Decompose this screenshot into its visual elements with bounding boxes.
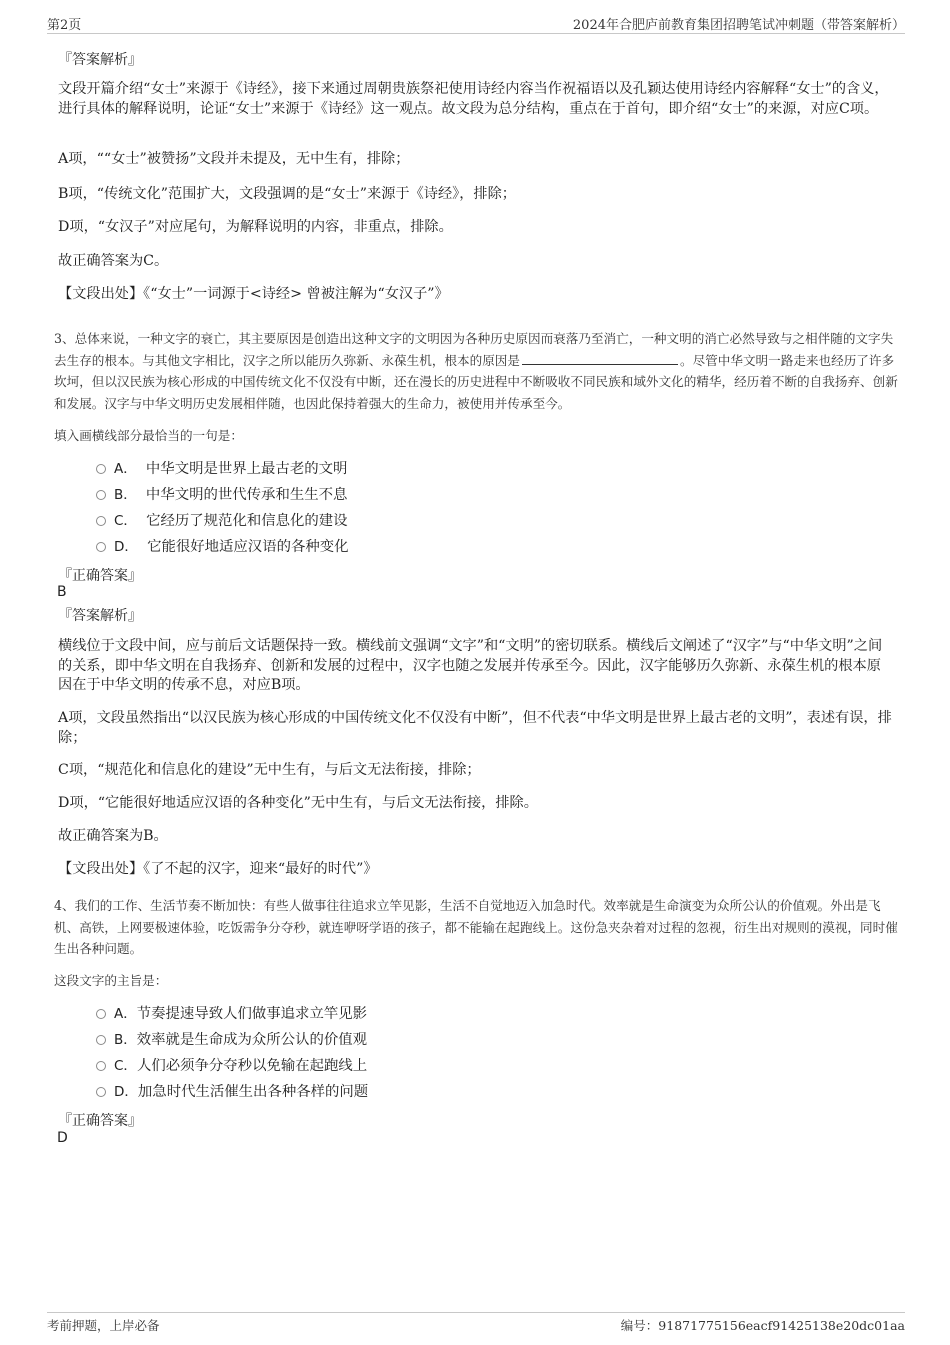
- option-text: 中华文明的世代传承和生生不息: [145, 487, 348, 503]
- radio-icon[interactable]: [96, 1087, 106, 1097]
- q3-option-a[interactable]: [96, 459, 347, 479]
- q4-prompt: 这段文字的主旨是：: [54, 973, 168, 988]
- q2-analysis-label: 『答案解析』: [58, 52, 142, 68]
- q3-source: 【文段出处】《了不起的汉字，迎来“最好的时代”》: [58, 861, 378, 877]
- radio-icon[interactable]: [96, 464, 106, 474]
- q3-analysis-text: 横线位于文段中间，应与前后文话题保持一致。横线前文强调“文字”和“文明”的密切联系。横线后文阐述了“汉字”与“中华文明”之间的关系，即中华文明在自我扬弃、创新和发展的过程中，汉字也随之发展并传承至今。因此，汉字能够历久弥新、永葆生机的根本原因在于中华文明的传承不息，对应B项。: [58, 638, 883, 693]
- page-header: [47, 14, 905, 34]
- q3-conclusion: 故正确答案为B。: [58, 828, 168, 844]
- option-text: 中华文明是世界上最古老的文明: [145, 461, 348, 477]
- option-letter: D．: [114, 1084, 138, 1100]
- radio-icon[interactable]: [96, 1061, 106, 1071]
- option-letter: A．: [114, 1006, 137, 1022]
- q3-stem: [54, 328, 899, 415]
- q3-stem-part1: 3、总体来说，一种文字的衰亡，其主要原因是创造出这种文字的文明因为各种历史原因而衰落乃至消亡，一种文明的消亡必然导致与之相伴随的文字失去生存的根本。与其他文字相比，汉字之所以能历久弥新、永葆生机，根本的原因是: [54, 331, 894, 368]
- option-text: 它能很好地适应汉语的各种变化: [147, 539, 349, 555]
- q2-note-d: D项，“女汉子”对应尾句，为解释说明的内容，非重点，排除。: [58, 219, 453, 235]
- footer-slogan: 考前押题，上岸必备: [47, 1318, 160, 1333]
- q3-analysis-label: 『答案解析』: [58, 608, 142, 624]
- option-text: 节奏提速导致人们做事追求立竿见影: [136, 1006, 368, 1022]
- q4-option-d[interactable]: [96, 1082, 368, 1102]
- option-letter: D．: [114, 539, 138, 555]
- q4-option-c[interactable]: [96, 1056, 367, 1076]
- q2-source: 【文段出处】《“女士”一词源于<诗经> 曾被注解为“女汉子”》: [58, 286, 449, 302]
- q3-correct-answer: B: [57, 584, 67, 600]
- radio-icon[interactable]: [96, 542, 106, 552]
- radio-icon[interactable]: [96, 516, 106, 526]
- q3-blank: [522, 353, 678, 365]
- q3-correct-label: 『正确答案』: [58, 568, 142, 584]
- page-footer: [47, 1312, 905, 1334]
- radio-icon[interactable]: [96, 1009, 106, 1019]
- q3-option-b[interactable]: [96, 485, 347, 505]
- q3-prompt: 填入画横线部分最恰当的一句是：: [54, 428, 243, 443]
- q4-correct-label: 『正确答案』: [58, 1113, 142, 1129]
- option-text: 人们必须争分夺秒以免输在起跑线上: [136, 1058, 368, 1074]
- q3-note-a: A项，文段虽然指出“以汉民族为核心形成的中国传统文化不仅没有中断”，但不代表“中华文明是世界上最古老的文明”，表述有误，排除；: [58, 710, 892, 746]
- q4-stem: 4、我们的工作、生活节奏不断加快：有些人做事往往追求立竿见影，生活不自觉地迈入加急时代。效率就是生命演变为众所公认的价值观。外出是飞机、高铁，上网要极速体验，吃饭需争分夺秒，就连咿呀学语的孩子，都不能输在起跑线上。这份急夹杂着对过程的忽视，衍生出对规则的漠视，同时催生出各种问题。: [54, 898, 898, 957]
- option-text: 加急时代生活催生出各种各样的问题: [137, 1084, 369, 1100]
- option-letter: C．: [114, 513, 137, 529]
- q4-option-a[interactable]: [96, 1004, 367, 1024]
- q3-stem-part2: 。尽管中华文明一路走来也经历了许多坎坷，但以汉民族为核心形成的中国传统文化不仅没有中断，还在漫长的历史进程中不断吸收不同民族和域外文化的精华，经历着不断的自我扬弃、创新和发展。汉字与中华文明历史发展相伴随，也因此保持着强大的生命力，被使用并传承至今。: [54, 352, 898, 412]
- q2-note-b: B项，“传统文化”范围扩大，文段强调的是“女士”来源于《诗经》，排除；: [58, 186, 516, 202]
- option-letter: B．: [114, 487, 137, 503]
- q3-note-d: D项，“它能很好地适应汉语的各种变化”无中生有，与后文无法衔接，排除。: [58, 795, 538, 811]
- option-letter: C．: [114, 1058, 137, 1074]
- option-text: 它经历了规范化和信息化的建设: [146, 513, 348, 529]
- radio-icon[interactable]: [96, 1035, 106, 1045]
- q2-note-a: A项，““女士”被赞扬”文段并未提及，无中生有，排除；: [58, 151, 410, 167]
- option-letter: A．: [114, 461, 137, 477]
- option-text: 效率就是生命成为众所公认的价值观: [136, 1032, 368, 1048]
- q3-option-c[interactable]: [96, 511, 348, 531]
- q2-analysis-text: 文段开篇介绍“女士”来源于《诗经》，接下来通过周朝贵族祭祀使用诗经内容当作祝福语以及孔颖达使用诗经内容解释“女士”的含义，进行具体的解释说明，论证“女士”来源于《诗经》这一观点。故文段为总分结构，重点在于首句，即介绍“女士”的来源，对应C项。: [58, 81, 889, 117]
- option-letter: B．: [114, 1032, 137, 1048]
- radio-icon[interactable]: [96, 490, 106, 500]
- page-number: 第2页: [47, 18, 82, 33]
- q4-correct-answer: D: [57, 1130, 68, 1146]
- document-title: 2024年合肥庐前教育集团招聘笔试冲刺题（带答案解析）: [572, 18, 905, 33]
- q3-note-c: C项，“规范化和信息化的建设”无中生有，与后文无法衔接，排除；: [58, 762, 481, 778]
- q2-conclusion: 故正确答案为C。: [58, 253, 169, 269]
- q3-option-d[interactable]: [96, 537, 349, 557]
- footer-serial: 编号：91871775156eacf91425138e20dc01aa: [620, 1318, 905, 1333]
- q4-option-b[interactable]: [96, 1030, 367, 1050]
